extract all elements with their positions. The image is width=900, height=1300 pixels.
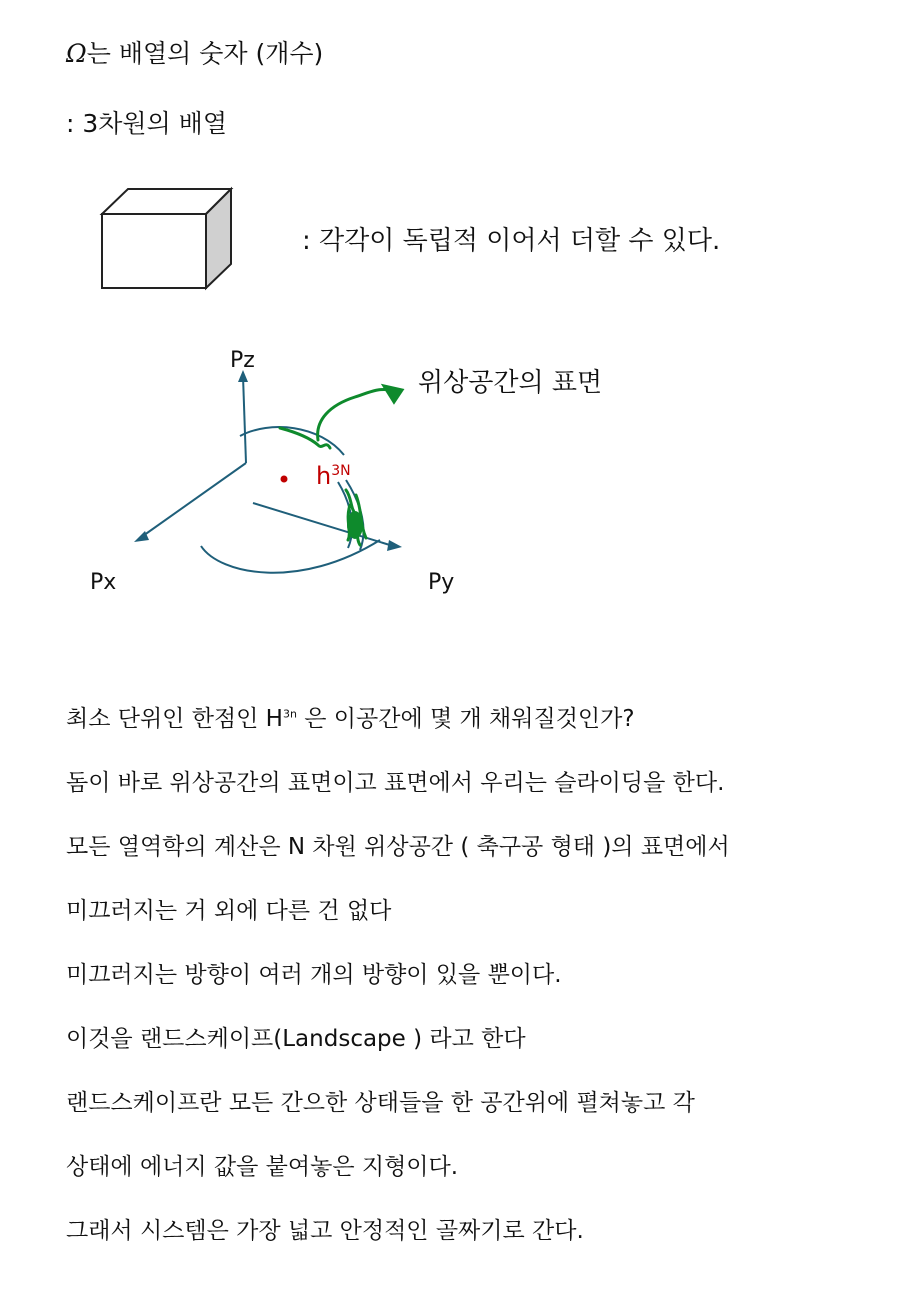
axis-py-line [253,503,393,546]
omega-symbol: Ω [66,39,87,68]
body-line-7: 랜드스케이프란 모든 간으한 상태들을 한 공간위에 펼쳐놓고 각 [66,1090,695,1116]
phase-space-axes [134,370,402,573]
dome-arc-bottom [201,540,380,573]
body-line-6: 이것을 랜드스케이프(Landscape ) 라고 한다 [66,1026,526,1052]
body-line-1-b: 은 이공간에 몇 개 채워질것인가? [296,706,635,732]
axis-py-label: Py [428,570,455,595]
surface-label: 위상공간의 표면 [418,368,603,398]
body-line-2: 돔이 바로 위상공간의 표면이고 표면에서 우리는 슬라이딩을 한다. [66,770,725,796]
body-line-1-sup: 3n [282,707,297,721]
axis-pz-label: Pz [230,348,255,373]
h-3n-label [316,462,351,490]
dimension-note: : 3차원의 배열 [66,109,227,138]
axis-pz-line [243,376,246,463]
cube-icon [102,189,231,288]
omega-text: 는 배열의 숫자 (개수) [86,39,324,68]
axis-px-line [140,463,246,538]
surface-pointer-line [318,389,390,440]
body-line-1 [66,700,635,733]
point-marker [281,476,288,483]
body-line-8: 상태에 에너지 값을 붙여놓은 지형이다. [66,1154,459,1180]
surface-pointer-arrow [384,386,402,402]
body-line-3: 모든 열역학의 계산은 N 차원 위상공간 ( 축구공 형태 )의 표면에서 [66,834,730,860]
body-line-4: 미끄러지는 거 외에 다른 건 없다 [66,898,392,924]
body-line-9: 그래서 시스템은 가장 넓고 안정적인 골짜기로 간다. [66,1218,584,1244]
axis-py-arrow [387,540,402,551]
body-line-1-a: 최소 단위인 한점인 H [66,706,283,732]
axis-px-label: Px [90,570,117,595]
h-base: h [316,462,332,490]
cube-note: : 각각이 독립적 이어서 더할 수 있다. [302,226,721,256]
body-line-5: 미끄러지는 방향이 여러 개의 방향이 있을 뿐이다. [66,962,562,988]
h-sup: 3N [331,463,351,479]
